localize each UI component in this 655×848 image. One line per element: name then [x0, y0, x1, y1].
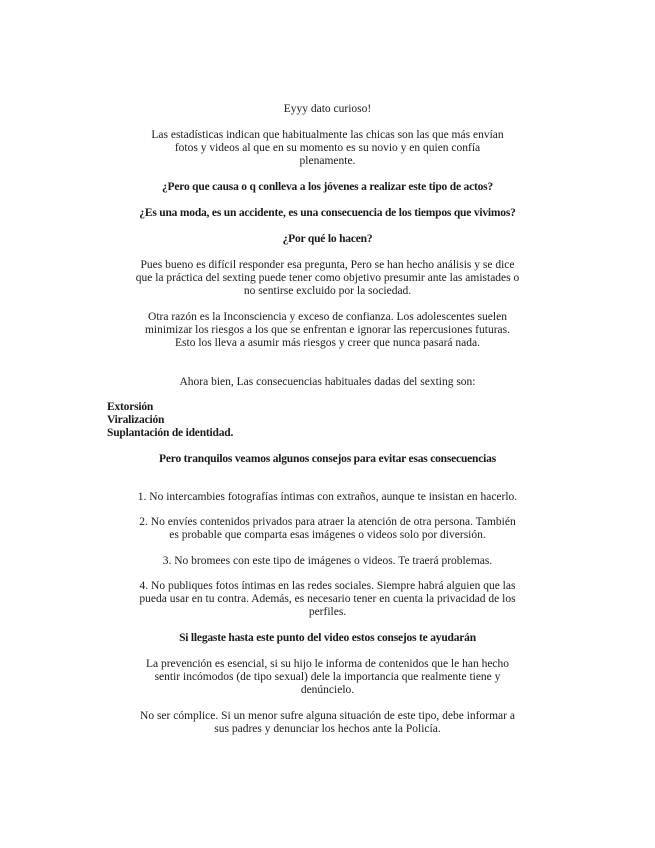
question-heading: ¿Pero que causa o q conlleva a los jóvenes a realizar este tipo de actos? — [161, 181, 493, 193]
answer-line: Esto los lleva a asumir más riesgos y creer que nunca pasará nada. — [175, 337, 480, 349]
advice-item: 3. No bromees con este tipo de imágenes o videos. Te traerá problemas. — [162, 555, 493, 567]
advice-item: 1. No intercambies fotografías íntimas con extraños, aunque te insistan en hacerlo. — [137, 491, 518, 503]
consequence-item: Viralización — [107, 414, 165, 426]
closing-line: sus padres y denunciar los hechos ante la Policía. — [214, 723, 441, 735]
consequence-item: Suplantación de identidad. — [107, 427, 234, 439]
closing-line: La prevención es esencial, si su hijo le informa de contenidos que le han hecho — [145, 658, 510, 670]
question-heading: ¿Es una moda, es un accidente, es una consecuencia de los tiempos que vivimos? — [139, 207, 516, 219]
consequences-intro: Ahora bien, Las consecuencias habituales dadas del sexting son: — [179, 376, 476, 388]
answer-line: Otra razón es la Inconsciencia y exceso de confianza. Los adolescentes suelen — [148, 311, 507, 323]
advice-item: 2. No envíes contenidos privados para atraer la atención de otra persona. También — [139, 516, 516, 528]
advice-item: es probable que comparta esas imágenes o videos solo por diversión. — [169, 529, 486, 541]
answer-line: Pues bueno es difícil responder esa pregunta, Pero se han hecho análisis y se dice — [140, 259, 515, 271]
answer-line: que la práctica del sexting puede tener como objetivo presumir ante las amistades o — [135, 272, 520, 284]
closing-heading: Si llegaste hasta este punto del video estos consejos te ayudarán — [179, 632, 476, 644]
advice-item: perfiles. — [308, 606, 347, 618]
advice-item: 4. No publiques fotos íntimas en las redes sociales. Siempre habrá alguien que las — [139, 580, 516, 592]
answer-line: minimizar los riesgos a los que se enfrentan e ignorar las repercusiones futuras. — [144, 324, 510, 336]
answer-line: no sentirse excluido por la sociedad. — [243, 285, 412, 297]
closing-line: denúncielo. — [300, 684, 355, 696]
intro-title: Eyyy dato curioso! — [283, 103, 372, 115]
closing-line: No ser cómplice. Si un menor sufre alguna situación de este tipo, debe informar a — [140, 710, 515, 722]
advice-item: pueda usar en tu contra. Además, es necesario tener en cuenta la privacidad de los — [139, 593, 516, 605]
consequence-item: Extorsión — [107, 401, 154, 413]
intro-line: fotos y videos al que en su momento es su novio y en quien confía — [174, 142, 481, 154]
question-heading: ¿Por qué lo hacen? — [282, 233, 373, 245]
intro-line: Las estadísticas indican que habitualmente las chicas son las que más envían — [151, 129, 504, 141]
closing-line: sentir incómodos (de tipo sexual) dele la importancia que realmente tiene y — [154, 671, 501, 683]
advice-heading: Pero tranquilos veamos algunos consejos para evitar esas consecuencias — [159, 453, 496, 465]
intro-line: plenamente. — [299, 155, 356, 167]
